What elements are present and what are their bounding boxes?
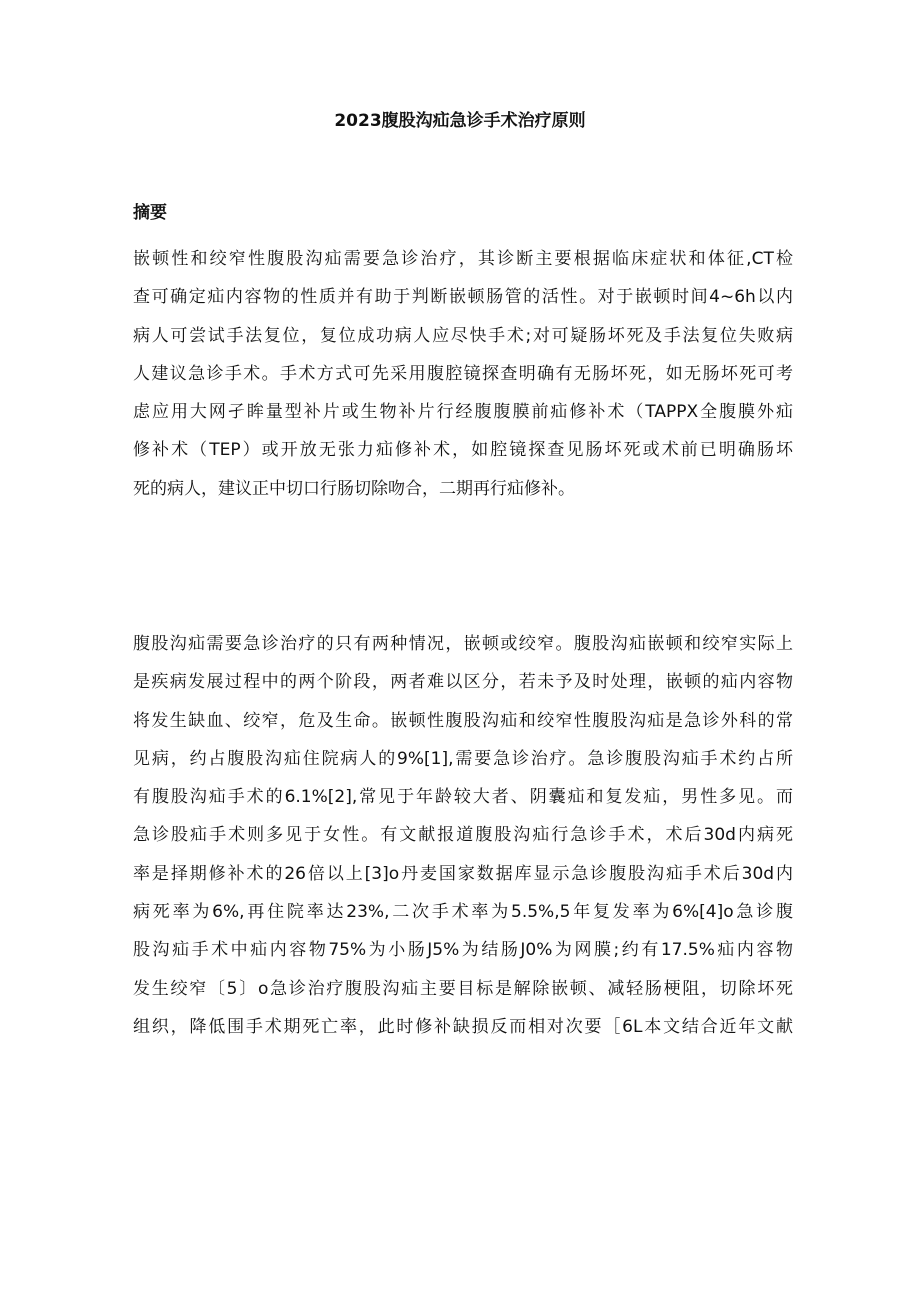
text-line: 率是择期修补术的26倍以上[3]o丹麦国家数据库显示急诊腹股沟疝手术后30d内 xyxy=(133,863,793,884)
text-line: 嵌顿性和绞窄性腹股沟疝需要急诊治疗，其诊断主要根据临床症状和体征,CT检 xyxy=(133,249,793,269)
text-line: 病死率为6%,再住院率达23%,二次手术率为5.5%,5年复发率为6%[4]o急诊腹 xyxy=(133,902,793,923)
document-title: 2023腹股沟疝急诊手术治疗原则 xyxy=(334,111,586,131)
text-line: 组织，降低围手术期死亡率，此时修补缺损反而相对次要［6L本文结合近年文献 xyxy=(133,1016,793,1037)
body-paragraph xyxy=(133,625,793,1046)
text-line: 是疾病发展过程中的两个阶段，两者难以区分，若未予及时处理，嵌顿的疝内容物 xyxy=(133,672,793,693)
text-line: 死的病人，建议正中切口行肠切除吻合，二期再行疝修补。 xyxy=(133,478,575,499)
abstract-heading: 摘要 xyxy=(133,203,167,223)
text-line: 查可确定疝内容物的性质并有助于判断嵌顿肠管的活性。对于嵌顿时间4~6h以内 xyxy=(133,287,793,308)
text-line: 急诊股疝手术则多见于女性。有文献报道腹股沟疝行急诊手术，术后30d内病死 xyxy=(133,825,793,846)
abstract-paragraph xyxy=(133,240,793,508)
text-line: 股沟疝手术中疝内容物75%为小肠J5%为结肠J0%为网膜;约有17.5%疝内容物 xyxy=(133,940,793,961)
text-line: 修补术（TEP）或开放无张力疝修补术，如腔镜探查见肠坏死或术前已明确肠坏 xyxy=(133,440,793,461)
text-line: 病人可尝试手法复位，复位成功病人应尽快手术;对可疑肠坏死及手法复位失败病 xyxy=(133,325,793,346)
text-line: 人建议急诊手术。手术方式可先采用腹腔镜探查明确有无肠坏死，如无肠坏死可考 xyxy=(133,363,793,384)
text-line: 将发生缺血、绞窄，危及生命。嵌顿性腹股沟疝和绞窄性腹股沟疝是急诊外科的常 xyxy=(133,710,793,731)
text-line: 腹股沟疝需要急诊治疗的只有两种情况，嵌顿或绞窄。腹股沟疝嵌顿和绞窄实际上 xyxy=(133,634,793,654)
text-line: 见病，约占腹股沟疝住院病人的9%[1],需要急诊治疗。急诊腹股沟疝手术约占所 xyxy=(133,748,793,769)
text-line: 发生绞窄〔5〕o急诊治疗腹股沟疝主要目标是解除嵌顿、减轻肠梗阻，切除坏死 xyxy=(133,978,793,999)
text-line: 有腹股沟疝手术的6.1%[2],常见于年龄较大者、阴囊疝和复发疝，男性多见。而 xyxy=(133,787,793,808)
text-line: 虑应用大网孑眸量型补片或生物补片行经腹腹膜前疝修补术（TAPPX全腹膜外疝 xyxy=(133,402,793,423)
